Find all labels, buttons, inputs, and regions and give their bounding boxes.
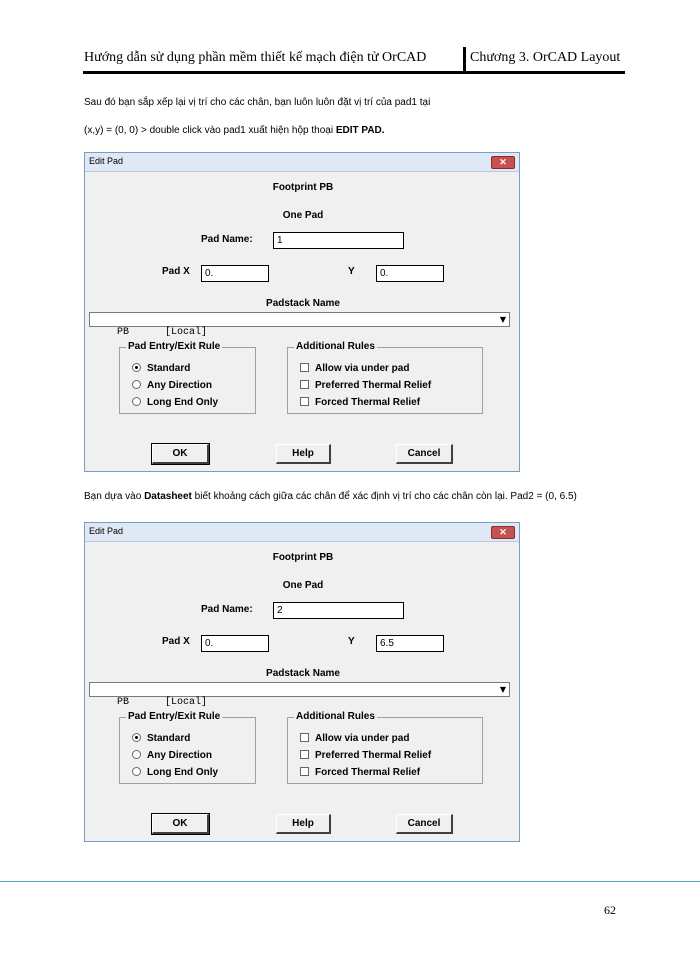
radio-icon[interactable] [132, 767, 141, 776]
paragraph-2-text: (x,y) = (0, 0) > double click vào pad1 xuất hiện hộp thoại [84, 125, 336, 136]
option-label: Standard [147, 363, 191, 374]
paragraph-2-bold: EDIT PAD. [335, 125, 385, 136]
pad-name-input[interactable]: 2 [273, 602, 404, 619]
footer-rule [0, 881, 700, 882]
header-chapter: Chương 3. OrCAD Layout [470, 50, 621, 65]
option-label: Allow via under pad [315, 733, 410, 744]
pad-x-label: Pad X [162, 266, 190, 277]
page-number: 62 [604, 903, 616, 917]
cancel-button[interactable]: Cancel [396, 444, 453, 464]
dialog-title: Edit Pad [89, 526, 124, 536]
radio-long-end-only[interactable] [132, 396, 218, 408]
checkbox-icon[interactable] [300, 363, 309, 372]
cancel-button[interactable]: Cancel [396, 814, 453, 834]
pad-name-label: Pad Name: [201, 234, 253, 245]
radio-long-end-only[interactable] [132, 766, 218, 778]
checkbox-preferred-thermal[interactable] [300, 749, 431, 761]
pad-y-input[interactable]: 0. [376, 265, 444, 282]
header-title: Hướng dẫn sử dụng phần mềm thiết kế mạch điện tử OrCAD [84, 50, 427, 65]
one-pad-label: One Pad [282, 210, 324, 221]
pad-entry-exit-group [119, 341, 256, 414]
radio-icon[interactable] [132, 397, 141, 406]
close-icon[interactable]: ✕ [491, 156, 515, 169]
radio-selected-icon[interactable] [132, 733, 141, 742]
pad-entry-exit-group [119, 711, 256, 784]
padstack-select[interactable] [89, 682, 510, 708]
option-label: Long End Only [147, 767, 219, 778]
checkbox-icon[interactable] [300, 733, 309, 742]
paragraph-3-text-rest: biết khoảng cách giữa các chân để xác định vị trí cho các chân còn lại. Pad2 = (0, 6.5) [191, 491, 577, 502]
group-title: Additional Rules [296, 711, 375, 722]
ok-button[interactable]: OK [152, 444, 209, 464]
checkbox-icon[interactable] [300, 750, 309, 759]
pad-x-input[interactable]: 0. [201, 635, 269, 652]
radio-standard[interactable] [132, 362, 190, 374]
paragraph-3-text: Bạn dựa vào [84, 491, 145, 502]
option-label: Any Direction [147, 380, 213, 391]
footprint-label: Footprint PB [272, 182, 334, 193]
header-rule [83, 71, 625, 74]
pad-y-input[interactable]: 6.5 [376, 635, 444, 652]
checkbox-forced-thermal[interactable] [300, 766, 420, 778]
option-label: Preferred Thermal Relief [315, 750, 432, 761]
edit-pad-dialog-2 [84, 522, 520, 842]
radio-standard[interactable] [132, 732, 190, 744]
chevron-down-icon[interactable]: ▼ [499, 315, 507, 324]
radio-any-direction[interactable] [132, 379, 212, 391]
pad-x-input[interactable]: 0. [201, 265, 269, 282]
option-label: Forced Thermal Relief [315, 767, 421, 778]
paragraph-3-bold: Datasheet [144, 491, 192, 502]
additional-rules-group [287, 711, 483, 784]
option-label: Forced Thermal Relief [315, 397, 421, 408]
ok-button[interactable]: OK [152, 814, 209, 834]
dialog-titlebar [85, 153, 519, 172]
help-button[interactable]: Help [276, 814, 331, 834]
group-title: Additional Rules [296, 341, 375, 352]
option-label: Long End Only [147, 397, 219, 408]
dialog-title: Edit Pad [89, 156, 124, 166]
padstack-select-value: PB [Local] [117, 697, 208, 708]
checkbox-forced-thermal[interactable] [300, 396, 420, 408]
footprint-label: Footprint PB [272, 552, 334, 563]
padstack-name-label: Padstack Name [266, 668, 340, 679]
chevron-down-icon[interactable]: ▼ [499, 685, 507, 694]
pad-name-label: Pad Name: [201, 604, 253, 615]
checkbox-allow-via[interactable] [300, 362, 409, 374]
one-pad-label: One Pad [282, 580, 324, 591]
checkbox-icon[interactable] [300, 397, 309, 406]
radio-icon[interactable] [132, 750, 141, 759]
checkbox-preferred-thermal[interactable] [300, 379, 431, 391]
padstack-select[interactable] [89, 312, 510, 338]
checkbox-icon[interactable] [300, 767, 309, 776]
pad-y-label: Y [348, 636, 355, 647]
group-title: Pad Entry/Exit Rule [128, 711, 221, 722]
pad-x-label: Pad X [162, 636, 190, 647]
padstack-name-label: Padstack Name [266, 298, 340, 309]
padstack-select-value: PB [Local] [117, 327, 208, 338]
paragraph-2 [84, 124, 624, 137]
checkbox-icon[interactable] [300, 380, 309, 389]
option-label: Allow via under pad [315, 363, 410, 374]
checkbox-allow-via[interactable] [300, 732, 409, 744]
option-label: Any Direction [147, 750, 213, 761]
additional-rules-group [287, 341, 483, 414]
dialog-titlebar [85, 523, 519, 542]
pad-name-input[interactable]: 1 [273, 232, 404, 249]
close-icon[interactable]: ✕ [491, 526, 515, 539]
header-separator [463, 47, 466, 73]
radio-any-direction[interactable] [132, 749, 212, 761]
option-label: Preferred Thermal Relief [315, 380, 432, 391]
help-button[interactable]: Help [276, 444, 331, 464]
option-label: Standard [147, 733, 191, 744]
paragraph-3 [84, 490, 624, 503]
radio-selected-icon[interactable] [132, 363, 141, 372]
edit-pad-dialog-1 [84, 152, 520, 472]
pad-y-label: Y [348, 266, 355, 277]
radio-icon[interactable] [132, 380, 141, 389]
group-title: Pad Entry/Exit Rule [128, 341, 221, 352]
paragraph-1: Sau đó bạn sắp xếp lại vị trí cho các chân, bạn luôn luôn đặt vị trí của pad1 tại [84, 97, 431, 108]
